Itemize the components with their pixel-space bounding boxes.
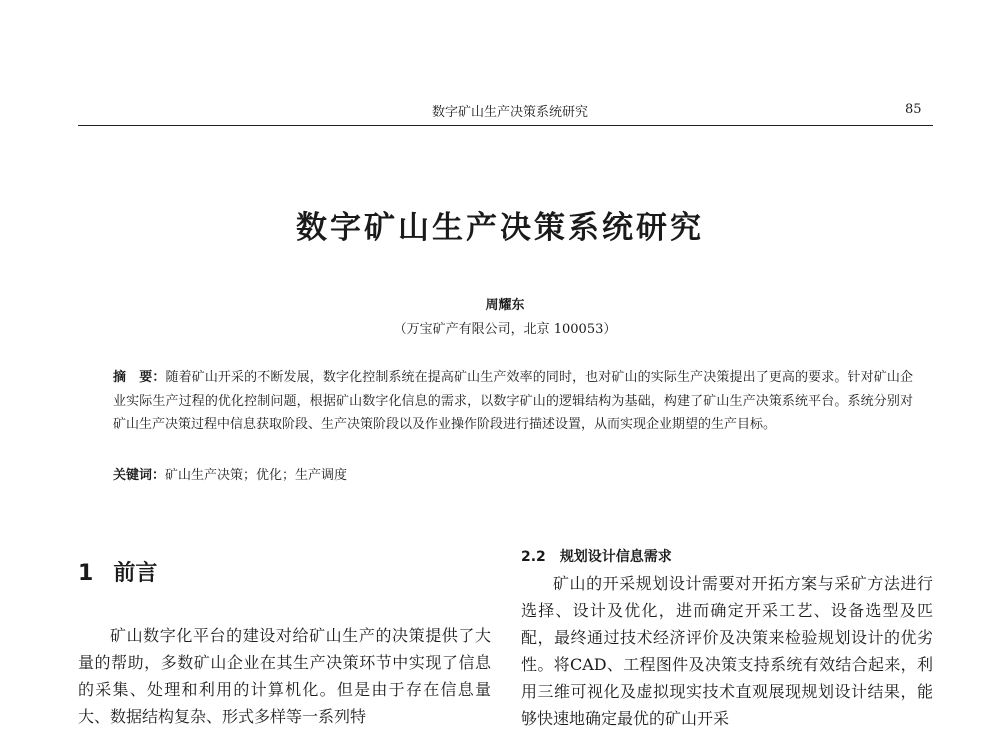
abstract (113, 366, 913, 437)
section-1-heading (78, 556, 157, 587)
right-column (521, 570, 933, 732)
page-number: 85 (905, 102, 922, 117)
affiliation: （万宝矿产有限公司，北京 100053） (393, 322, 617, 337)
section-1-number: 1 (78, 561, 94, 586)
keywords-text: 矿山生产决策；优化；生产调度 (165, 468, 348, 483)
running-title: 数字矿山生产决策系统研究 (431, 105, 588, 120)
keywords-label: 关键词： (113, 468, 166, 483)
keywords (113, 464, 913, 483)
section-1-title: 前言 (113, 561, 158, 586)
abstract-label: 摘 要： (113, 370, 166, 385)
section-2-2-title: 规划设计信息需求 (559, 549, 672, 565)
section-2-2-paragraph: 矿山的开采规划设计需要对开拓方案与采矿方法进行选择、设计及优化，进而确定开采工艺、设备选型及匹配，最终通过技术经济评价及决策来检验规划设计的优劣性。将CAD、工程图件及决策支持系统有效结合起来，利用三维可视化及虚拟现实技术直观展现规划设计结果，能够快速地确定最优的矿山开采 (521, 574, 933, 728)
section-1-paragraph: 矿山数字化平台的建设对给矿山生产的决策提供了大量的帮助，多数矿山企业在其生产决策环节中实现了信息的采集、处理和利用的计算机化。但是由于存在信息量大、数据结构复杂、形式多样等一系列特 (78, 626, 491, 726)
author: 周耀东 (485, 298, 525, 313)
section-2-2-number: 2.2 (521, 549, 546, 565)
header-rule (78, 125, 933, 126)
abstract-text: 随着矿山开采的不断发展，数字化控制系统在提高矿山生产效率的同时，也对矿山的实际生产决策提出了更高的要求。针对矿山企业实际生产过程的优化控制问题，根据矿山数字化信息的需求，以数字矿山的逻辑结构为基础，构建了矿山生产决策系统平台。系统分别对矿山生产决策过程中信息获取阶段、生产决策阶段以及作业操作阶段进行描述设置，从而实现企业期望的生产目标。 (113, 370, 913, 432)
paper-title: 数字矿山生产决策系统研究 (296, 210, 704, 246)
left-column (78, 622, 491, 730)
section-2-2-heading (521, 546, 672, 566)
